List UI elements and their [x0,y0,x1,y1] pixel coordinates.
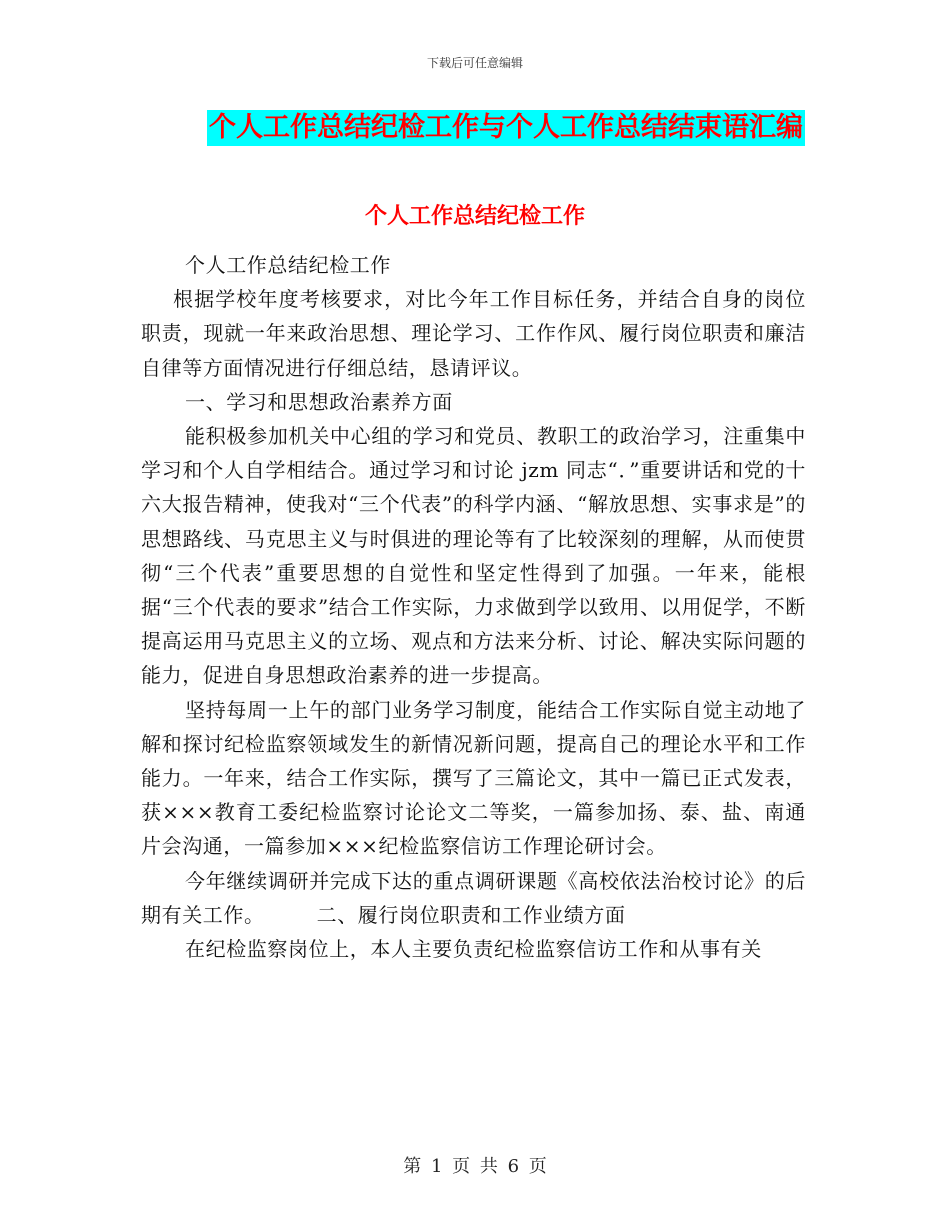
paragraph-subtitle: 个人工作总结纪检工作 [185,253,391,277]
paragraph-research [141,864,806,932]
paragraph-duties: 在纪检监察岗位上，本人主要负责纪检监察信访工作和从事有关 [185,937,762,962]
paragraph-weekly-study: 坚持每周一上午的部门业务学习制度，能结合工作实际自觉主动地了解和探讨纪检监察领域发生的新情况新问题，提高自己的理论水平和工作能力。一年来，结合工作实际，撰写了三篇论文，其中一篇已正式发表，获×××教育工委纪检监察讨论论文二等奖，一篇参加扬、泰、盐、南通片会沟通，一篇参加×××纪检监察信访工作理论研讨会。 [141,697,806,859]
paragraph-intro: 根据学校年度考核要求，对比今年工作目标任务，并结合自身的岗位职责，现就一年来政治思想、理论学习、工作作风、履行岗位职责和廉洁自律等方面情况进行仔细总结，恳请评议。 [141,287,806,380]
paragraph-heading-2: 二、履行岗位职责和工作业绩方面 [316,902,626,927]
document-body [141,248,806,966]
document-title: 个人工作总结纪检工作与个人工作总结结束语汇编 [207,110,805,146]
paragraph-heading-1: 一、学习和思想政治素养方面 [185,389,453,414]
page-footer: 第 1 页 共 6 页 [403,1156,547,1177]
paragraph-study: 能积极参加机关中心组的学习和党员、教职工的政治学习，注重集中学习和个人自学相结合。通过学习和讨论 jzm 同志“．”重要讲话和党的十六大报告精神，使我对“三个代表”的科学内涵、“解放思想、实事求是”的思想路线、马克思主义与时俱进的理论等有了比较深刻的理解，从而使贯彻“三个代表”重要思想的自觉性和坚定性得到了加强。一年来，能根据“三个代表的要求”结合工作实际，力求做到学以致用、以用促学，不断提高运用马克思主义的立场、观点和方法来分析、讨论、解决实际问题的能力，促进自身思想政治素养的进一步提高。 [141,424,806,688]
paragraph-research-text: 今年继续调研并完成下达的重点调研课题《高校依法治校讨论》的后期有关工作。 [141,868,806,927]
section-heading: 个人工作总结纪检工作 [364,203,585,229]
header-note: 下载后可任意编辑 [426,56,523,70]
